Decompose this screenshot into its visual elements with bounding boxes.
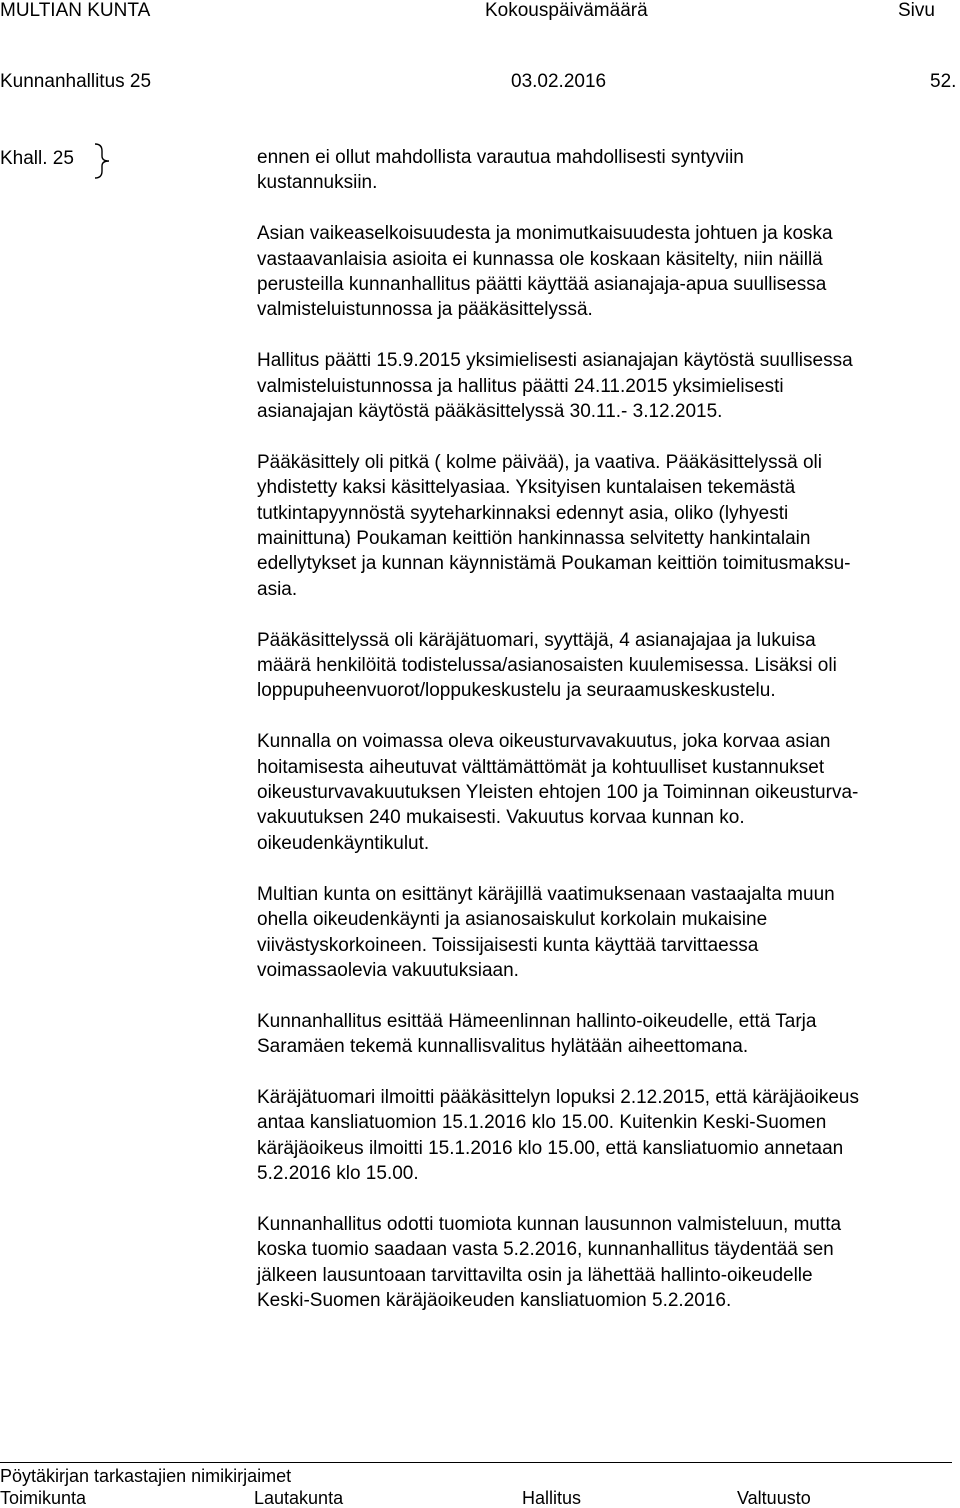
paragraph-line: ohella oikeudenkäynti ja asianosaiskulut korkolain mukaisine xyxy=(257,909,768,931)
paragraph-line: 5.2.2016 klo 15.00. xyxy=(257,1163,419,1185)
paragraph-line: voimassaolevia vakuutuksiaan. xyxy=(257,959,519,981)
paragraph xyxy=(257,221,947,323)
paragraph-line: Keski-Suomen käräjäoikeuden kansliatuomion 5.2.2016. xyxy=(257,1290,732,1312)
paragraph-line: vakuutuksen 240 mukaisesti. Vakuutus korvaa kunnan ko. xyxy=(257,807,745,829)
paragraph-line: koska tuomio saadaan vasta 5.2.2016, kunnanhallitus täydentää sen xyxy=(257,1239,834,1261)
paragraph-line: määrä henkilöitä todistelussa/asianosaisten kuulemisessa. Lisäksi oli xyxy=(257,655,837,677)
meeting-body: Kunnanhallitus 25 xyxy=(0,71,152,92)
footer-col-valtuusto: Valtuusto xyxy=(737,1488,811,1508)
paragraph xyxy=(257,882,947,984)
paragraph-line: Pääkäsittelyssä oli käräjätuomari, syyttäjä, 4 asianajajaa ja lukuisa xyxy=(257,629,816,651)
paragraph-line: Käräjätuomari ilmoitti pääkäsittelyn lopuksi 2.12.2015, että käräjäoikeus xyxy=(257,1086,859,1108)
paragraph xyxy=(257,348,947,424)
page-label: Sivu xyxy=(898,0,935,21)
paragraph xyxy=(257,1085,947,1187)
paragraph-line: Multian kunta on esittänyt käräjillä vaatimuksenaan vastaajalta muun xyxy=(257,883,835,905)
footer-divider xyxy=(0,1462,952,1463)
paragraph-line: Hallitus päätti 15.9.2015 yksimielisesti asianajajan käytöstä suullisessa xyxy=(257,350,853,372)
paragraph-line: perusteilla kunnanhallitus päätti käyttää asianajaja-apua suullisessa xyxy=(257,274,827,296)
paragraph xyxy=(257,729,947,856)
paragraph-line: käräjäoikeus ilmoitti 15.1.2016 klo 15.00, että kansliatuomio annetaan xyxy=(257,1137,844,1159)
paragraph-line: oikeudenkäyntikulut. xyxy=(257,832,430,854)
meeting-date: 03.02.2016 xyxy=(511,71,607,92)
paragraph-line: loppupuheenvuorot/loppukeskustelu ja seuraamuskeskustelu. xyxy=(257,680,776,702)
footer-col-toimikunta: Toimikunta xyxy=(0,1488,87,1508)
footer-col-lautakunta: Lautakunta xyxy=(254,1488,344,1508)
paragraph xyxy=(257,628,947,704)
paragraph-line: jälkeen lausuntoaan tarvittavilta osin ja lähettää hallinto-oikeudelle xyxy=(257,1264,813,1286)
paragraph-line: mainittuna) Poukaman keittiön hankinnassa selvitetty hankintalain xyxy=(257,528,811,550)
paragraph-line: hoitamisesta aiheutuvat välttämättömät ja kohtuulliset kustannukset xyxy=(257,756,825,778)
meeting-date-label: Kokouspäivämäärä xyxy=(485,0,648,21)
paragraph-line: valmisteluistunnossa ja pääkäsittelyssä. xyxy=(257,299,593,321)
paragraph-line: asianajajan käytöstä pääkäsittelyssä 30.11.- 3.12.2015. xyxy=(257,401,723,423)
paragraph-line: asia. xyxy=(257,578,298,600)
paragraph-line: vastaavanlaisia asioita ei kunnassa ole koskaan käsitelty, niin näillä xyxy=(257,248,823,270)
paragraph-line: yhdistetty kaksi käsittelyasiaa. Yksityisen kuntalaisen tekemästä xyxy=(257,477,796,499)
paragraph-line: tutkintapyynnöstä syyteharkinnaksi edennyt asia, oliko (lyhyesti xyxy=(257,502,789,524)
paragraph xyxy=(257,1212,947,1314)
paragraph-line: viivästyskorkoineen. Toissijaisesti kunta käyttää tarvittaessa xyxy=(257,934,759,956)
page-number: 52. xyxy=(930,71,957,92)
paragraph-line: Pääkäsittely oli pitkä ( kolme päivää), ja vaativa. Pääkäsittelyssä oli xyxy=(257,451,822,473)
minutes-body xyxy=(257,145,947,1314)
section-brace-icon xyxy=(93,143,115,179)
paragraph xyxy=(257,145,947,196)
paragraph-line: kustannuksiin. xyxy=(257,172,378,194)
paragraph-line: Kunnanhallitus esittää Hämeenlinnan hallinto-oikeudelle, että Tarja xyxy=(257,1010,817,1032)
paragraph xyxy=(257,450,947,602)
section-reference: Khall. 25 xyxy=(0,148,74,169)
paragraph-line: ennen ei ollut mahdollista varautua mahdollisesti syntyviin xyxy=(257,147,744,168)
footer-col-hallitus: Hallitus xyxy=(522,1488,582,1508)
municipality-name: MULTIAN KUNTA xyxy=(0,0,151,21)
paragraph-line: oikeusturvavakuutuksen Yleisten ehtojen 100 ja Toiminnan oikeusturva- xyxy=(257,782,859,804)
paragraph-line: valmisteluistunnossa ja hallitus päätti 24.11.2015 yksimielisesti xyxy=(257,375,784,397)
paragraph-line: Kunnanhallitus odotti tuomiota kunnan lausunnon valmisteluun, mutta xyxy=(257,1213,842,1235)
paragraph-line: Saramäen tekemä kunnallisvalitus hylätään aiheettomana. xyxy=(257,1036,749,1058)
signatures-label: Pöytäkirjan tarkastajien nimikirjaimet xyxy=(0,1466,292,1486)
paragraph-line: Asian vaikeaselkoisuudesta ja monimutkaisuudesta johtuen ja koska xyxy=(257,223,833,245)
paragraph-line: Kunnalla on voimassa oleva oikeusturvavakuutus, joka korvaa asian xyxy=(257,731,831,753)
paragraph-line: antaa kansliatuomion 15.1.2016 klo 15.00. Kuitenkin Keski-Suomen xyxy=(257,1112,827,1134)
paragraph-line: edellytykset ja kunnan käynnistämä Poukaman keittiön toimitusmaksu- xyxy=(257,553,851,575)
paragraph xyxy=(257,1009,947,1060)
